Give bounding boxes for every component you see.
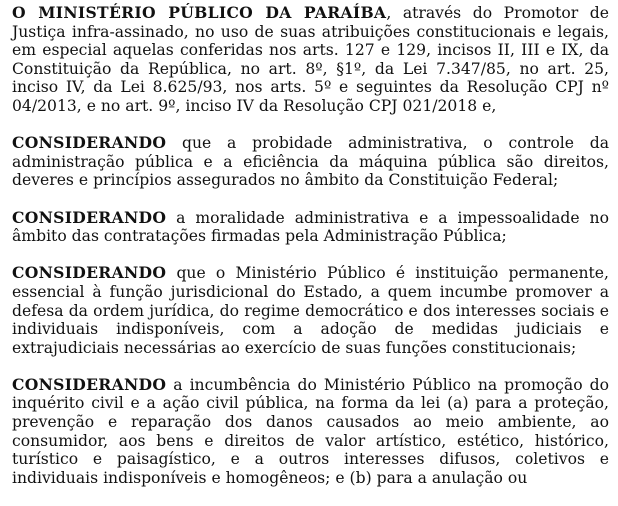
paragraph-text: a incumbência do Ministério Público na promoção do inquérito civil e a ação civil pública, na forma da lei (a) para a proteção, prevenção e reparação dos danos causados ao meio ambiente, ao consumidor, aos bens e direitos de valor artístico, estético, histórico, turístico e paisagístico, e a outros interesses difusos, coletivos e individuais indisponíveis e homogêneos; e (b) para a anulação ou (12, 375, 609, 487)
paragraph-considerando-1 (12, 134, 609, 190)
document-body (12, 4, 609, 506)
paragraph-text: que a probidade administrativa, o controle da administração pública e a eficiência da máquina pública são direitos, deveres e princípios assegurados no âmbito da Constituição Federal; (12, 134, 609, 190)
paragraph-text: , através do Promotor de Justiça infra-assinado, no uso de suas atribuições constitucionais e legais, em especial aquelas conferidas nos arts. 127 e 129, incisos II, III e IX, da Constituição da República, no art. 8º, §1º, da Lei 7.347/85, no art. 25, inciso IV, da Lei 8.625/93, nos arts. 5º e seguintes da Resolução CPJ nº 04/2013, e no art. 9º, inciso IV da Resolução CPJ 021/2018 e, (12, 4, 609, 115)
paragraph-text: que o Ministério Público é instituição permanente, essencial à função jurisdicional do Estado, a quem incumbe promover a defesa da ordem jurídica, do regime democrático e dos interesses sociais e individuais indisponíveis, com a adoção de medidas judiciais e extrajudiciais necessárias ao exercício de suas funções constitucionais; (12, 264, 609, 357)
paragraph-lead: CONSIDERANDO (12, 374, 167, 394)
paragraph-lead: CONSIDERANDO (12, 263, 167, 283)
paragraph-considerando-4 (12, 376, 609, 488)
paragraph-considerando-2 (12, 209, 609, 246)
paragraph-preamble (12, 4, 609, 116)
paragraph-considerando-3 (12, 264, 609, 357)
paragraph-lead: CONSIDERANDO (12, 133, 167, 153)
paragraph-lead: CONSIDERANDO (12, 207, 167, 227)
paragraph-lead: O MINISTÉRIO PÚBLICO DA PARAÍBA (12, 3, 387, 22)
paragraph-text: a moralidade administrativa e a impessoalidade no âmbito das contratações firmadas pela Administração Pública; (12, 208, 609, 246)
